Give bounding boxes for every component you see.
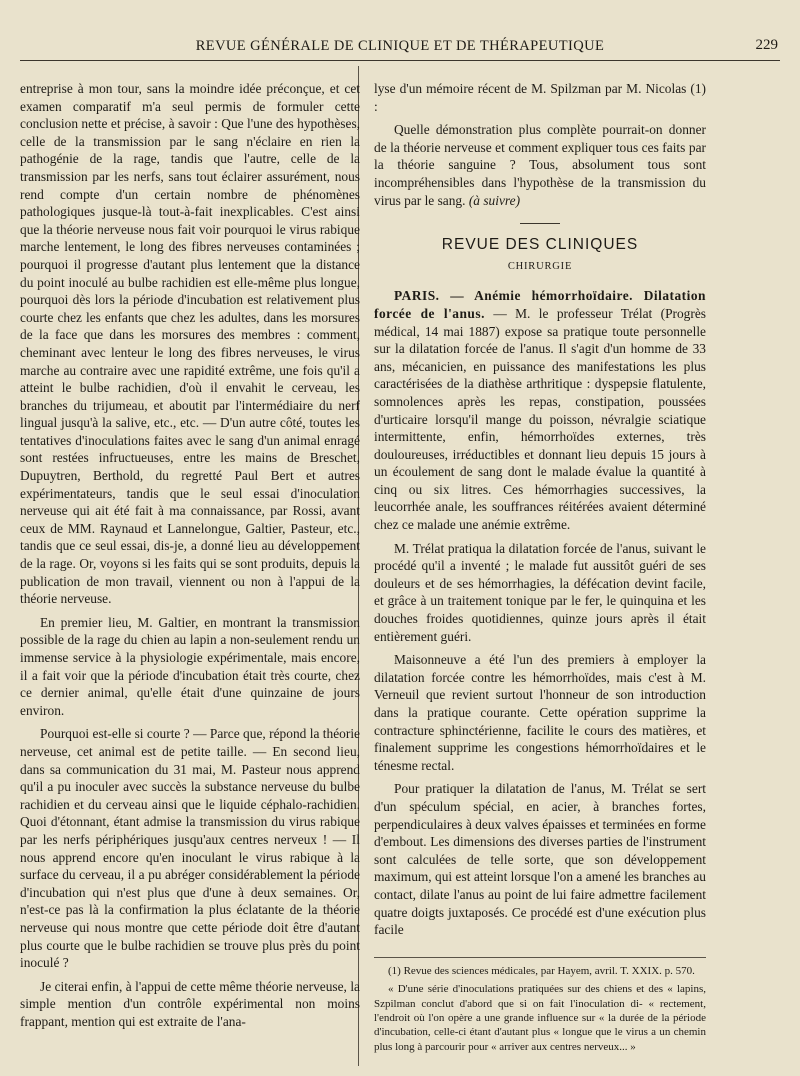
clinic-paragraph-3: Maisonneuve a été l'un des premiers à employer la dilatation forcée contre les hémorrhoïdes, mais c'est à M. Verneuil que revient surtout l'honneur de son introduction dans la pratique courante. Cette opération supprime la contracture sphinctérienne, facilite le cours des matières, et finalement supprime les congestions hémorrhoïdaires et le ténesme rectal. xyxy=(374,652,706,773)
footnotes xyxy=(374,957,706,1054)
clinic-paragraph-1-text: — M. le professeur Trélat (Progrès médical, 14 mai 1887) expose sa pratique toute personnelle sur la dilatation forcée de l'anus. Il s'agit d'un homme de 33 ans, mécanicien, en puissance des manifestations les plus caractérisées de la diathèse arthritique : dyspepsie flatulente, somnolences après les repas, constipation, poussées d'urticaire lorsqu'il mange du poisson, névralgie sciatique intermittente, enfin, hémorrhoïdes externes, très douloureuses, irréductibles et donnant lieu depuis 15 jours à un écoulement de sang dont le malade évalue la quantité à cinq ou six litres. Ces hémorrhagies successives, la leucorrhée anale, les souffrances réitérées avaient déterminé chez ce malade une anémie extrême. xyxy=(374,305,706,533)
continuation-note: (à suivre) xyxy=(468,192,521,208)
clinic-paragraph-1 xyxy=(374,287,706,533)
running-header xyxy=(20,34,780,61)
clinic-paragraph-4: Pour pratiquer la dilatation de l'anus, M. Trélat se sert d'un spéculum spécial, en acier, à branches fortes, perpendiculaires à deux valves épaisses et terminées en forme d'embout. Les dimensions des diverses parties de l'instrument sont calculées de telle sorte, que son développement maximum, qui est atteint lorsque l'on a amené les branches au contact, dilate l'anus au point de lui faire admettre facilement quatre doigts juxtaposés. Ce procédé est d'une exécution plus facile xyxy=(374,781,706,938)
right-column xyxy=(374,80,706,1058)
clinic-paragraph-2: M. Trélat pratiqua la dilatation forcée de l'anus, suivant le procédé qu'il a inventé ; le malade fut aussitôt guéri de ses douleurs et de ses hémorrhagies, la défécation devint facile, et grâce à un traitement tonique par le fer, le quinquina et les douches froides quotidiennes, quinze jours après il était entièrement guéri. xyxy=(374,540,706,644)
footnote-1: (1) Revue des sciences médicales, par Hayem, avril. T. XXIX. p. 570. xyxy=(388,964,695,977)
footnote-2: « D'une série d'inoculations pratiquées sur des chiens et des « lapins, Szpilman conclut d'abord que si on fait l'inoculation di- « rectement, l'endroit où l'on opère a une grande influence sur « la durée de la période d'incubation, celle-ci étant d'autant plus « longue que le virus a un chemin plus long à parcourir pour « arriver aux centres nerveux... » xyxy=(374,983,706,1053)
page-number: 229 xyxy=(755,37,778,53)
section-subtitle: CHIRURGIE xyxy=(507,260,573,272)
left-paragraph-1: entreprise à mon tour, sans la moindre idée préconçue, et cet examen comparatif m'a seul permis de formuler cette conclusion nette et précise, à savoir : Que l'une des hypothèses, celle de la transmission par le sang n'éclaire en rien la pathogénie de la rage, tandis que l'autre, celle de la transmission par les nerfs, sans tout éclairer assurément, nous rend compte d'un certain nombre de phénomènes pathologiques jusque-là tout-à-fait inexplicables. C'est ainsi que la théorie nerveuse nous fait voir pourquoi le virus rabique marche lentement, le long des fibres nerveuses contaminées ; pourquoi il progresse d'autant plus lentement que la distance du point inoculé au bulbe rachidien est elle-même plus longue, pourquoi dès lors la période d'incubation est relativement plus courte chez les enfants que chez les adultes, dans les morsures de la face que dans les morsures des membres : comment, cheminant avec lenteur le long des fibres nerveuses, le virus marche au contraire avec une rapidité extrême, une fois qu'il a atteint le bulbe rachidien, d'où il envahit le cerveau, les branches du trijumeau, et aboutit par l'intermédiaire du nerf lingual jusqu'à la salive, etc., etc. — D'un autre côté, toutes les tentatives d'inoculations faites avec le sang d'un animal enragé sont restées infructueuses, entre les mains de Breschet, Dupuytren, Berthold, du regretté Paul Bert et autres expérimentateurs, tandis que le seul essai d'inoculation nerveuse qui ait été fait à ma connaissance, par Rossi, avant ceux de MM. Raynaud et Lannelongue, Galtier, Pasteur, etc., tandis que ce seul essai, dis-je, a donné lieu au développement de la rage. Or, voyons si les faits qui se sont produits, depuis la publication de mon travail, viennent ou non à l'appui de la théorie nerveuse. xyxy=(20,81,360,607)
right-paragraph-2 xyxy=(374,121,706,209)
right-paragraph-2-text: Quelle démonstration plus complète pourrait-on donner de la théorie nerveuse et comment expliquer tous ces faits par la théorie sanguine ? Tous, absolument tous sont incompréhensibles dans l'hypothèse de la transmission du virus par le sang. xyxy=(374,122,706,208)
journal-title: REVUE GÉNÉRALE DE CLINIQUE ET DE THÉRAPEUTIQUE xyxy=(195,38,605,54)
right-paragraph-1: lyse d'un mémoire récent de M. Spilzman par M. Nicolas (1) : xyxy=(374,81,706,114)
left-paragraph-4: Je citerai enfin, à l'appui de cette même théorie nerveuse, la simple mention d'un contrôle expérimental non moins frappant, mention qui est extraite de l'ana- xyxy=(20,978,360,1029)
section-rule xyxy=(520,223,560,224)
left-paragraph-3: Pourquoi est-elle si courte ? — Parce que, répond la théorie nerveuse, cet animal est de petite taille. — En second lieu, dans sa communication du 31 mai, M. Pasteur nous apprend qu'il a pu inoculer avec succès la substance nerveuse du bulbe rachidien et du cerveau ainsi que le liquide céphalo-rachidien. Quoi d'étonnant, étant admise la transmission du virus rabique par les nerfs périphériques jusqu'aux centres nerveux ! — Il nous apprend encore qu'en inoculant le virus rabique à la surface du cerveau, il a pu abréger considérablement la période d'incubation qui n'est plus que d'une à deux semaines. Or, n'est-ce pas là la confirmation la plus éclatante de la théorie nerveuse qui nous montre que cette période doit être d'autant plus courte que le bulbe rachidien se trouve plus près du point inoculé ? xyxy=(20,726,360,971)
left-paragraph-2: En premier lieu, M. Galtier, en montrant la transmission possible de la rage du chien au lapin a non-seulement rendu un immense service à la physiologie expérimentale, mais encore, il a fait voir que la période d'incubation était très courte, chez ce dernier animal, qu'elle était d'une quinzaine de jours environ. xyxy=(20,614,360,718)
section-title: REVUE DES CLINIQUES xyxy=(441,236,639,254)
clinic-lead: PARIS. — Anémie hémorrhoïdaire. Dilatation forcée de l'anus. xyxy=(374,288,706,321)
left-column xyxy=(20,80,360,1036)
